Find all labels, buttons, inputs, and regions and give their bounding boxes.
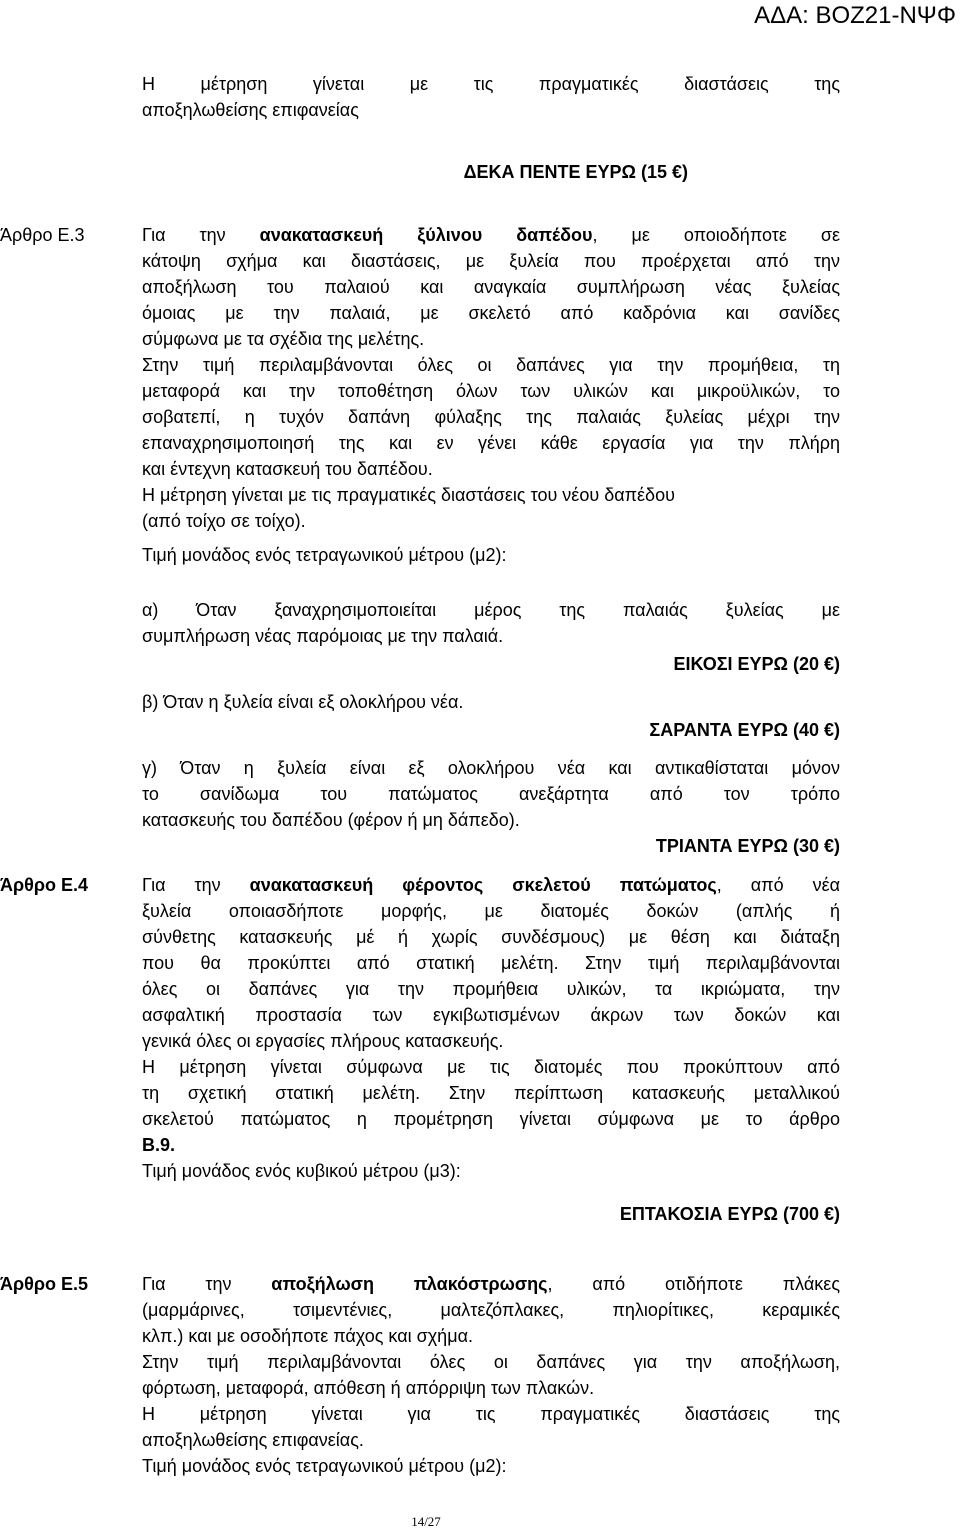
e5-line: Η μέτρηση γίνεται για τις πραγματικές διαστάσεις της: [142, 1404, 840, 1424]
e4-line: σύνθετης κατασκευής μέ ή χωρίς συνδέσμους) με θέση και διάταξη: [142, 927, 840, 947]
e3-option-c: κατασκευής του δαπέδου (φέρον ή μη δάπεδο).: [142, 810, 520, 830]
e4-price: ΕΠΤΑΚΟΣΙΑ ΕΥΡΩ (700 €): [619, 1204, 840, 1224]
e3-line: (από τοίχο σε τοίχο).: [142, 511, 306, 531]
intro-line: αποξηλωθείσης επιφανείας: [142, 100, 359, 120]
e4-line: Β.9.: [142, 1135, 176, 1155]
e5-line: (μαρμάρινες, τσιμεντένιες, μαλτεζόπλακες, πηλιορίτικες, κεραμικές: [142, 1300, 840, 1320]
intro-price: ΔΕΚΑ ΠΕΝΤΕ ΕΥΡΩ (15 €): [463, 162, 688, 182]
article-label-e3: Άρθρο Ε.3: [0, 225, 85, 245]
e3-option-b: β) Όταν η ξυλεία είναι εξ ολοκλήρου νέα.: [142, 692, 464, 712]
e3-line: σοβατεπί, η τυχόν δαπάνη φύλαξης της παλαιάς ξυλείας μέχρι την: [142, 407, 840, 427]
e4-line: Τιμή μονάδος ενός κυβικού μέτρου (μ3):: [142, 1161, 461, 1181]
e3-price-b: ΣΑΡΑΝΤΑ ΕΥΡΩ (40 €): [649, 720, 840, 740]
e3-line: Τιμή μονάδος ενός τετραγωνικού μέτρου (μ2):: [142, 545, 507, 565]
e3-option-a: συμπλήρωση νέας παρόμοιας με την παλαιά.: [142, 626, 504, 646]
e3-option-c: το σανίδωμα του πατώματος ανεξάρτητα από τον τρόπο: [142, 784, 840, 804]
e4-line: Η μέτρηση γίνεται σύμφωνα με τις διατομές που προκύπτουν από: [142, 1057, 840, 1077]
e4-line: γενικά όλες οι εργασίες πλήρους κατασκευής.: [142, 1031, 504, 1051]
e3-line: και έντεχνη κατασκευή του δαπέδου.: [142, 459, 433, 479]
e3-line: Στην τιμή περιλαμβάνονται όλες οι δαπάνες για την προμήθεια, τη: [142, 355, 840, 375]
e3-option-a: α) Όταν ξαναχρησιμοποιείται μέρος της παλαιάς ξυλείας με: [142, 600, 840, 620]
ada-code: ΑΔΑ: ΒΟΖ21-ΝΨΦ: [754, 2, 956, 29]
e5-line: κλπ.) και με οσοδήποτε πάχος και σχήμα.: [142, 1326, 473, 1346]
article-label-e5: Άρθρο Ε.5: [0, 1274, 89, 1294]
e5-line: φόρτωση, μεταφορά, απόθεση ή απόρριψη των πλακών.: [142, 1378, 595, 1398]
e3-line: όμοιας με την παλαιά, με σκελετό από καδρόνια και σανίδες: [142, 303, 840, 323]
e4-line: που θα προκύπτει από στατική μελέτη. Στην τιμή περιλαμβάνονται: [142, 953, 840, 973]
e4-line: τη σχετική στατική μελέτη. Στην περίπτωση κατασκευής μεταλλικού: [142, 1083, 840, 1103]
e3-line: επαναχρησιμοποιησή της και εν γένει κάθε εργασία για την πλήρη: [142, 433, 840, 453]
e4-line: ξυλεία οποιασδήποτε μορφής, με διατομές δοκών (απλής ή: [142, 901, 840, 921]
intro-line: Η μέτρηση γίνεται με τις πραγματικές διαστάσεις της: [142, 74, 840, 94]
e3-option-c: γ) Όταν η ξυλεία είναι εξ ολοκλήρου νέα και αντικαθίσταται μόνον: [142, 758, 840, 778]
e3-line: Για την ανακατασκευή ξύλινου δαπέδου, με οποιοδήποτε σε: [142, 225, 840, 245]
e5-line: αποξηλωθείσης επιφανείας.: [142, 1430, 364, 1450]
e4-line: σκελετού πατώματος η προμέτρηση γίνεται σύμφωνα με το άρθρο: [142, 1109, 840, 1129]
e4-line: Για την ανακατασκευή φέροντος σκελετού πατώματος, από νέα: [142, 875, 841, 895]
e3-price-c: ΤΡΙΑΝΤΑ ΕΥΡΩ (30 €): [655, 836, 840, 856]
e4-line: ασφαλτική προστασία των εγκιβωτισμένων άκρων των δοκών και: [142, 1005, 840, 1025]
e3-price-a: ΕΙΚΟΣΙ ΕΥΡΩ (20 €): [673, 654, 840, 674]
e5-line: Στην τιμή περιλαμβάνονται όλες οι δαπάνες για την αποξήλωση,: [142, 1352, 840, 1372]
e3-line: αποξήλωση του παλαιού και αναγκαία συμπλήρωση νέας ξυλείας: [142, 277, 840, 297]
e5-line: Τιμή μονάδος ενός τετραγωνικού μέτρου (μ2):: [142, 1456, 507, 1476]
e3-line: σύμφωνα με τα σχέδια της μελέτης.: [142, 329, 425, 349]
e5-line: Για την αποξήλωση πλακόστρωσης, από οτιδήποτε πλάκες: [142, 1274, 841, 1294]
e4-line: όλες οι δαπάνες για την προμήθεια υλικών, τα ικριώματα, την: [142, 979, 840, 999]
e3-line: κάτοψη σχήμα και διαστάσεις, με ξυλεία που προέρχεται από την: [142, 251, 840, 271]
article-label-e4: Άρθρο Ε.4: [0, 875, 89, 895]
e3-line: Η μέτρηση γίνεται με τις πραγματικές διαστάσεις του νέου δαπέδου: [142, 485, 675, 505]
e3-line: μεταφορά και την τοποθέτηση όλων των υλικών και μικροϋλικών, το: [142, 381, 840, 401]
page-number: 14/27: [411, 1514, 441, 1529]
